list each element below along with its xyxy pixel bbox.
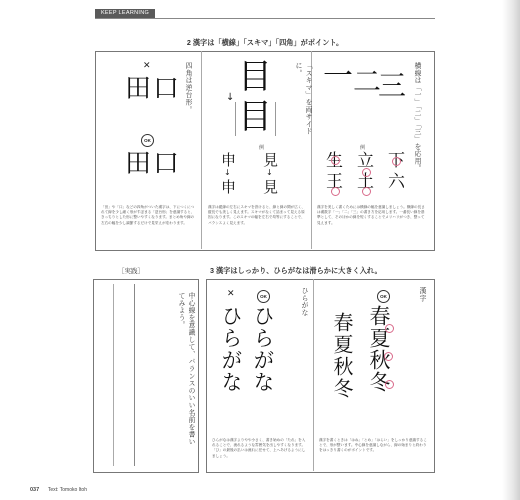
ng-mark: ✕ [143, 60, 151, 70]
hira-label: ひらがな [300, 287, 308, 317]
hira-caption: ひらがなは漢字よりやや小さく、書き始めの「たれ」を入れることで、流れるような雰囲気を出しやすくなります。「ひ」の最後の払いは流れに任せて、上へあげるようにしましょう。 [212, 438, 306, 458]
arrow-icon: ↓ [266, 168, 273, 177]
ok-badge: OK [141, 134, 154, 147]
panel-c-heading: 横線は「一」「二」「三」を応用。 [413, 62, 421, 172]
panel-b-right-top: 見 [263, 151, 279, 169]
panel-c-three: 三 [378, 69, 407, 102]
highlight-circle [362, 187, 371, 196]
highlight-circle [362, 168, 371, 177]
panel-c-row1-a: 生 [326, 151, 343, 171]
highlight-circle [385, 380, 394, 389]
panel-c-row2-c: 六 [388, 172, 405, 192]
panel-a-heading: 四角は逆台形。 [184, 62, 192, 114]
section2-heading: 2 漢字は「横線」「スキマ」「四角」がポイント。 [186, 38, 344, 47]
ok-badge: OK [257, 290, 270, 303]
panel-c-caption: 漢字を美しく書くためには横線の幅を意識しましょう。横線の長さは漢数字「一」「二」「三」の書き方を応用します。一番長い線を基準として、そのほかの線を短くすることでメリハリがつき、整って見えます。 [317, 205, 425, 225]
section3-heading: 3 漢字はしっかり、ひらがなは滑らかに大きく入れ。 [210, 266, 382, 275]
panel-c-row2-a: 王 [326, 172, 343, 192]
panel-c-row2-b: 土 [357, 172, 374, 192]
practice-label: ［実践］ [118, 267, 144, 275]
panel-b-heading: 「スキマ」を両サイドに。 [294, 62, 312, 135]
panel-c-row1-c: 下 [388, 151, 405, 171]
highlight-circle [331, 156, 340, 165]
panel-a-caption: 「田」や「口」などの四角がついた漢字は、下につくにつれて線を少し細く形がすぼまる「逆台形」を意識すると、きっちりとした形に整いやすくなります。まとめ角や線の左右の幅を少し調節するだけで見栄えが変わります。 [101, 205, 195, 225]
credit: Text: Tomoko Itoh [47, 487, 87, 493]
page-gutter-shadow [502, 0, 520, 500]
kanji-label: 漢字 [418, 287, 426, 302]
panel-c-two: 二 [353, 65, 382, 98]
kanji-ng-column: 春夏秋冬 [330, 312, 354, 400]
panel-a-ok-glyphs: 田口 [125, 149, 182, 179]
kanji-caption: 漢字を書くときは「はね」「とめ」「はらい」をしっかり意識することで、形が整います。中心線を意識しながら、線の始まりと終わりをはっきり書くのがポイントです。 [319, 438, 427, 453]
arrow-icon: ↓ [226, 92, 235, 103]
practice-writing-column[interactable] [113, 284, 135, 466]
page-number: 037 [30, 487, 40, 493]
panel-b-left-top: 申 [221, 151, 237, 169]
hira-ng-column: ひらがな [219, 305, 243, 393]
panel-c-row1-b: 立 [357, 151, 374, 171]
highlight-circle [331, 187, 340, 196]
arrow-icon: ↓ [224, 168, 231, 177]
section-tag: KEEP LEARNING [95, 9, 155, 18]
space-marker-left [235, 102, 236, 136]
space-marker-right [275, 102, 276, 136]
ng-mark: ✕ [227, 288, 235, 298]
panel-c-ex-label: 例 [360, 145, 366, 151]
panel-b-ex-label: 例 [259, 145, 265, 151]
footer [30, 487, 87, 493]
highlight-circle [392, 157, 401, 166]
ok-badge: OK [377, 290, 390, 303]
panel-b-glyph-top: 目 [238, 57, 272, 97]
highlight-circle [384, 352, 393, 361]
highlight-circle [385, 324, 394, 333]
panel-a-ng-glyphs: 田口 [125, 74, 182, 104]
panel-b-right-bottom: 見 [263, 178, 279, 196]
panel-divider-1 [201, 51, 202, 249]
kanji-ok-column: 春夏秋冬 [367, 305, 391, 393]
header-rule [95, 18, 435, 19]
panel-b-caption: 漢字は縦線の左右にスキマを設けると、線と線の間が広く、縦長でも美しく見えます。スキマがなくて詰まって見える原因になります。このスキマの幅を左右で均等にすることで、バランスよく見えます。 [208, 205, 305, 225]
panel-c-one: 一 [323, 59, 353, 94]
panel-divider-3 [313, 279, 314, 471]
panel-b-left-bottom: 申 [221, 178, 237, 196]
hira-ok-column: ひらがな [251, 305, 275, 393]
practice-instruction: 中心線を意識して、バランスのいい名前を書いてみよう。 [177, 292, 195, 446]
panel-b-glyph-mid: 目 [238, 97, 272, 137]
